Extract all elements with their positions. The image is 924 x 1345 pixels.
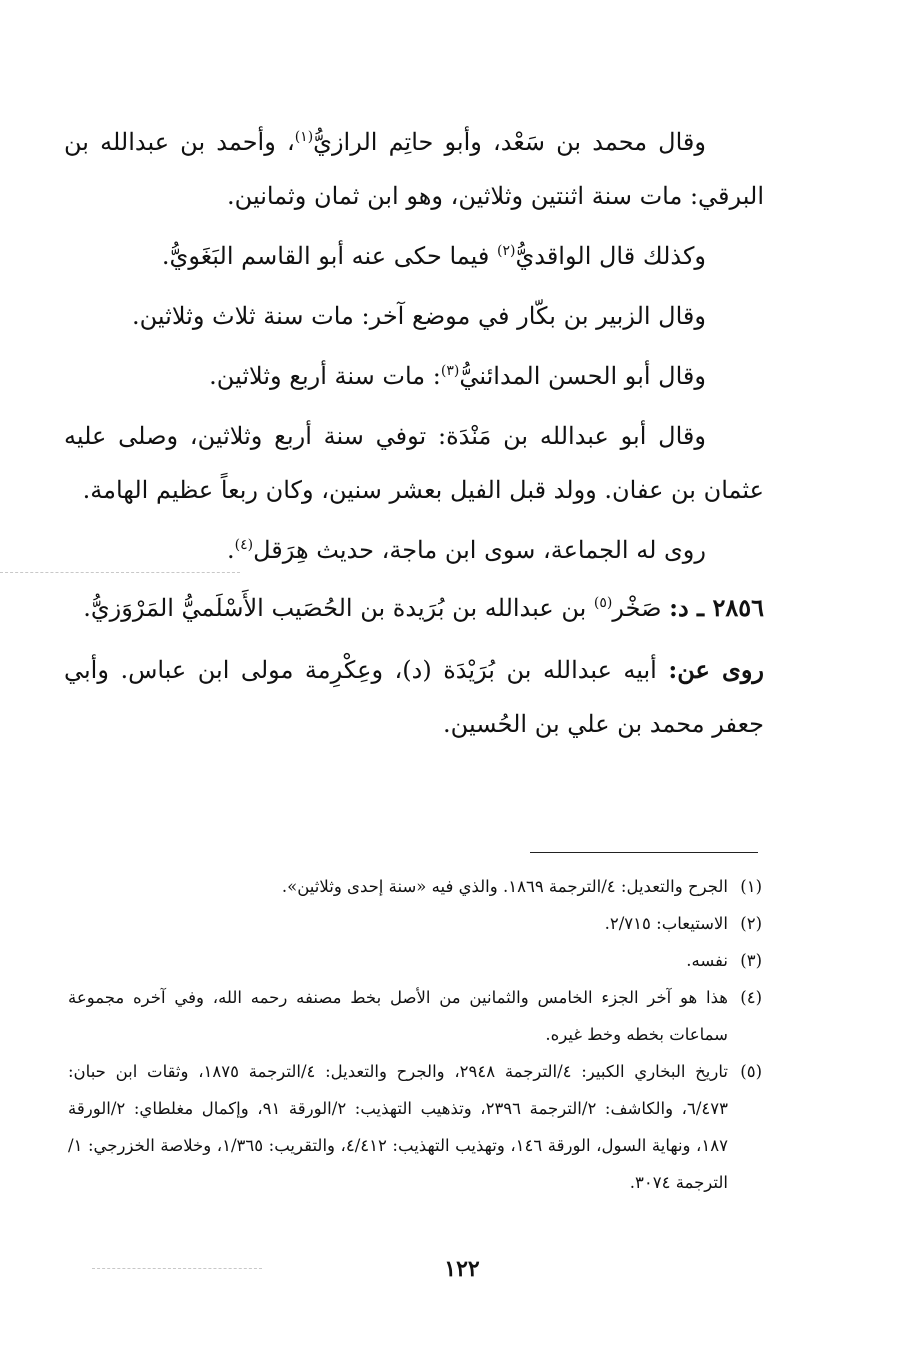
- footnote-divider: [530, 852, 758, 853]
- scan-artifact-line: [92, 1268, 262, 1269]
- footnote-number: (٢): [740, 914, 762, 933]
- footnote-item: [68, 905, 762, 942]
- scan-artifact-line: [0, 572, 240, 573]
- main-text: [64, 115, 764, 751]
- footnote-number: (٤): [740, 988, 762, 1007]
- paragraph-4: وقال أبو الحسن المدائنيُّ$^{(٣)}$: مات سنة أربع وثلاثين.: [209, 362, 706, 390]
- footnote-text: تاريخ البخاري الكبير: ٤/الترجمة ٢٩٤٨، والجرح والتعديل: ٤/الترجمة ١٨٧٥، وثقات ابن حبان: ٦/٤٧٣، والكاشف: ٢/الترجمة ٢٣٩٦، وتذهيب التهذيب: ٢/الورقة ٩١، وإكمال مغلطاي: ٢/الورقة ١٨٧، ونهاية السول، الورقة ١٤٦، وتهذيب التهذيب: ٤/٤١٢، والتقريب: ١/٣٦٥، وخلاصة الخزرجي: ١/الترجمة ٣٠٧٤.: [68, 1062, 729, 1192]
- paragraph-5: وقال أبو عبدالله بن مَنْدَة: توفي سنة أربع وثلاثين، وصلى عليه عثمان بن عفان. وولد قبل الفيل بعشر سنين، وكان ربعاً عظيم الهامة.: [64, 422, 764, 504]
- footnote-number: (١): [740, 877, 762, 896]
- footnote-item: [68, 942, 762, 979]
- footnote-ref-1[interactable]: (١): [294, 129, 314, 145]
- entry-number: ٢٨٥٦ ـ د:: [669, 593, 764, 622]
- narrated-from-label: روى عن:: [668, 655, 764, 684]
- footnote-item: [68, 1053, 762, 1201]
- paragraph-6: روى له الجماعة، سوى ابن ماجة، حديث هِرَقل$^{(٤)}$.: [226, 536, 706, 564]
- footnote-text: نفسه.: [686, 951, 728, 970]
- footnote-ref-3[interactable]: (٣): [440, 363, 460, 379]
- footnote-number: (٥): [740, 1062, 762, 1081]
- paragraph-1: وقال محمد بن سَعْد، وأبو حاتِم الرازيُّ$^{(١)}$، وأحمد بن عبدالله بن البرقي: مات سنة اثنتين وثلاثين، وهو ابن ثمان وثمانين.: [64, 128, 764, 210]
- footnotes: [68, 868, 762, 1201]
- footnote-ref-4[interactable]: (٤): [234, 537, 254, 553]
- paragraph-2: وكذلك قال الواقديُّ$^{(٢)}$ فيما حكى عنه أبو القاسم البَغَويُّ.: [161, 242, 706, 270]
- footnote-ref-5[interactable]: (٥): [593, 595, 613, 611]
- footnote-item: [68, 979, 762, 1053]
- narrators-paragraph: روى عن: أبيه عبدالله بن بُرَيْدَة (د)، وعِكْرِمة مولى ابن عباس. وأبي جعفر محمد بن علي بن الحُسين.: [64, 655, 764, 738]
- footnote-ref-2[interactable]: (٢): [496, 243, 516, 259]
- footnote-text: الجرح والتعديل: ٤/الترجمة ١٨٦٩. والذي فيه «سنة إحدى وثلاثين».: [281, 877, 728, 896]
- footnote-text: الاستيعاب: ٢/٧١٥.: [604, 914, 728, 933]
- paragraph-3: وقال الزبير بن بكّار في موضع آخر: مات سنة ثلاث وثلاثين.: [132, 302, 706, 330]
- page-number: ١٢٢: [444, 1256, 480, 1282]
- footnote-number: (٣): [740, 951, 762, 970]
- footnote-item: [68, 868, 762, 905]
- entry-heading: ٢٨٥٦ ـ د: صَخْر$^{(٥)}$ بن عبدالله بن بُرَيدة بن الحُصَيب الأَسْلَميُّ المَرْوَزيُّ.: [83, 593, 764, 622]
- footnote-text: هذا هو آخر الجزء الخامس والثمانين من الأصل بخط مصنفه رحمه الله، وفي آخره مجموعة سماعات بخطه وخط غيره.: [68, 988, 728, 1044]
